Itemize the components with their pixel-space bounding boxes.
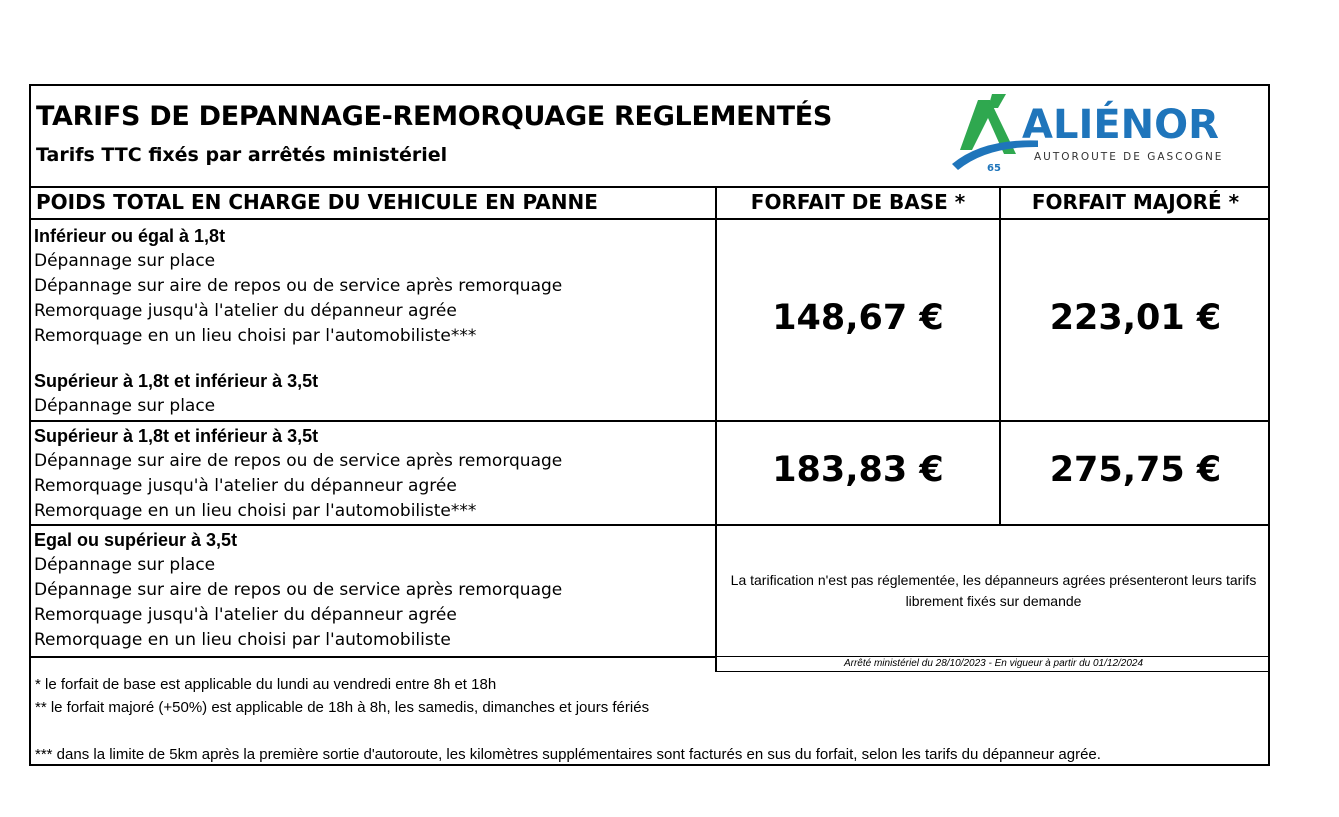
row-3-unregulated-note: La tarification n'est pas réglementée, les dépanneurs agrées présenteront leurs tarifs librement fixés sur demande: [730, 572, 1257, 609]
page-subtitle: Tarifs TTC fixés par arrêtés ministériel: [36, 144, 448, 166]
logo-wordmark: ALIÉNOR: [1022, 102, 1219, 148]
row-2-majore-price: 275,75 €: [1049, 450, 1222, 490]
row3-bottom-line-left: [31, 656, 717, 658]
logo-number: 65: [987, 163, 1001, 174]
decree-top-line: [715, 656, 1270, 657]
column-header-base: FORFAIT DE BASE *: [750, 190, 966, 214]
footnote-majore: ** le forfait majoré (+50%) est applicable de 18h à 8h, les samedis, dimanches et jours fériés: [35, 699, 650, 716]
row1-bottom-line: [31, 420, 1270, 422]
row-1-weight-class: Supérieur à 1,8t et inférieur à 3,5t: [34, 371, 319, 391]
row-1-service-line: Remorquage jusqu'à l'atelier du dépanneur agrée: [34, 301, 457, 321]
row-1-service-line: Dépannage sur place: [34, 396, 216, 416]
logo-tagline: AUTOROUTE DE GASCOGNE: [1034, 151, 1224, 163]
row-3-service-line: Dépannage sur aire de repos ou de service après remorquage: [34, 580, 563, 600]
row-3-service-line: Dépannage sur place: [34, 555, 216, 575]
row-3-description: [34, 528, 562, 653]
row-3-service-line: Remorquage jusqu'à l'atelier du dépanneur agrée: [34, 605, 457, 625]
footnote-distance: *** dans la limite de 5km après la première sortie d'autoroute, les kilomètres supplémentaires sont facturés en sus du forfait, selon les tarifs du dépanneur agrée.: [35, 746, 1101, 763]
row-2-weight-class: Supérieur à 1,8t et inférieur à 3,5t: [34, 426, 319, 446]
row-2-service-line: Remorquage jusqu'à l'atelier du dépanneur agrée: [34, 476, 457, 496]
tariff-sheet: [29, 84, 1270, 766]
row-1-service-line: Dépannage sur aire de repos ou de service après remorquage: [34, 276, 563, 296]
row-2-description: [34, 424, 562, 524]
row-1-weight-class: Inférieur ou égal à 1,8t: [34, 226, 226, 246]
row-1-majore-price: 223,01 €: [1049, 298, 1222, 338]
row-1-description: [34, 224, 562, 419]
column-header-weight: POIDS TOTAL EN CHARGE DU VEHICULE EN PANNE: [36, 190, 598, 214]
row-2-service-line: Dépannage sur aire de repos ou de service après remorquage: [34, 451, 563, 471]
decree-reference: Arrêté ministériel du 28/10/2023 - En vigueur à partir du 01/12/2024: [843, 658, 1144, 669]
row-3-service-line: Remorquage en un lieu choisi par l'automobiliste: [34, 630, 451, 650]
row-3-weight-class: Egal ou supérieur à 3,5t: [34, 530, 238, 550]
row-1-service-line: Dépannage sur place: [34, 251, 216, 271]
decree-bottom-line: [715, 671, 1270, 672]
row-2-service-line: Remorquage en un lieu choisi par l'automobiliste***: [34, 501, 477, 521]
column-header-majore: FORFAIT MAJORÉ *: [1031, 190, 1240, 214]
row-2-base-price: 183,83 €: [772, 450, 944, 490]
alienor-logo: [948, 94, 1238, 174]
row2-bottom-line: [31, 524, 1270, 526]
footnote-base: * le forfait de base est applicable du lundi au vendredi entre 8h et 18h: [35, 676, 497, 693]
header-bottom-line: [31, 218, 1270, 220]
table-top-line: [31, 186, 1270, 188]
page-title: TARIFS DE DEPANNAGE-REMORQUAGE REGLEMENTÉS: [36, 101, 833, 132]
row-1-service-line: Remorquage en un lieu choisi par l'automobiliste***: [34, 326, 477, 346]
row-1-base-price: 148,67 €: [772, 298, 944, 338]
